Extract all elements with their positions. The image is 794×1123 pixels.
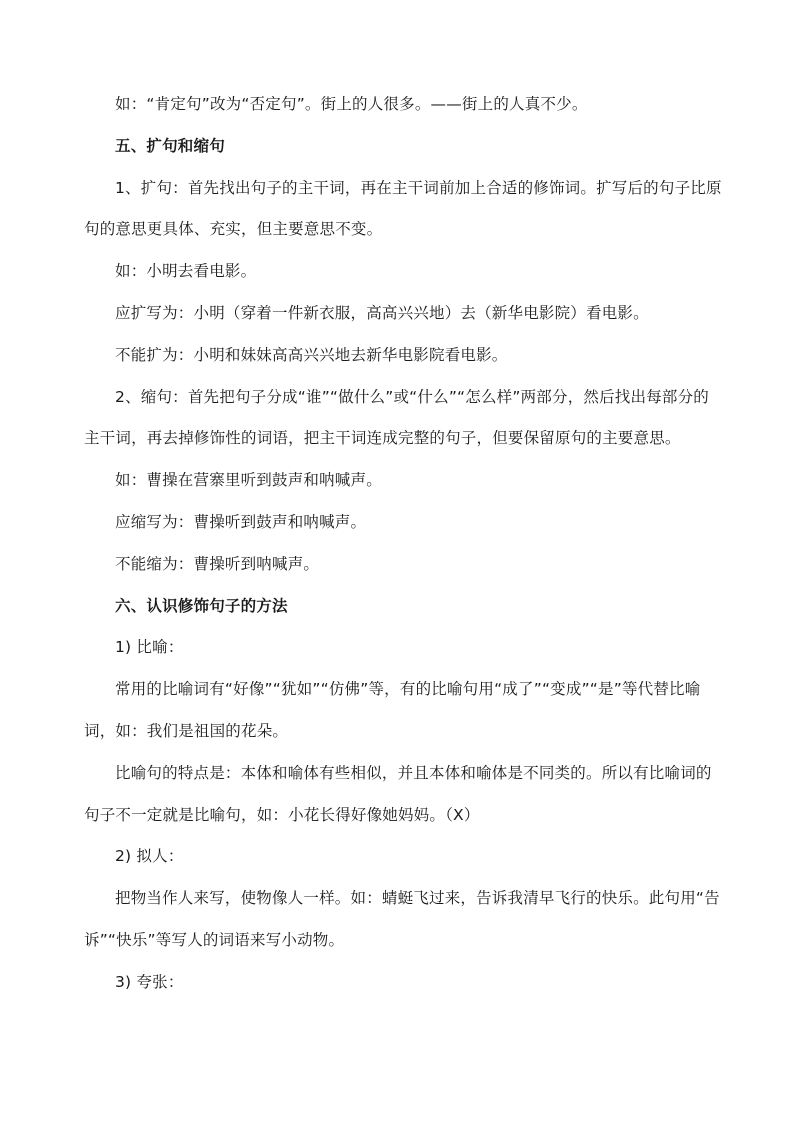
subheading-personification: 2) 拟人： <box>115 847 184 866</box>
paragraph-shorten-sentence: 2、缩句：首先把句子分成“谁”“做什么”或“什么”“怎么样”两部分，然后找出每部分的主干词，再去掉修饰性的词语，把主干词连成完整的句子，但要保留原句的主要意思。 <box>84 387 710 448</box>
paragraph-expand-sentence: 1、扩句：首先找出句子的主干词，再在主干词前加上合适的修饰词。扩写后的句子比原句的意思更具体、充实，但主要意思不变。 <box>84 178 722 239</box>
example-line: 不能缩为：曹操听到呐喊声。 <box>115 554 320 573</box>
example-line: 应扩写为：小明（穿着一件新衣服，高高兴兴地）去（新华电影院）看电影。 <box>115 303 649 322</box>
section-heading-5: 五、扩句和缩句 <box>115 136 225 155</box>
document-body <box>84 84 724 1004</box>
example-line: 不能扩为：小明和妹妹高高兴兴地去新华电影院看电影。 <box>115 345 508 364</box>
paragraph-metaphor-features: 比喻句的特点是：本体和喻体有些相似，并且本体和喻体是不同类的。所以有比喻词的句子不一定就是比喻句，如：小花长得好像她妈妈。（X） <box>84 763 712 824</box>
subheading-metaphor: 1) 比喻： <box>115 638 184 657</box>
example-line: 应缩写为：曹操听到鼓声和呐喊声。 <box>115 512 367 531</box>
subheading-exaggeration: 3) 夸张： <box>115 972 184 991</box>
example-line: 如：“肯定句”改为“否定句”。街上的人很多。——街上的人真不少。 <box>115 95 588 113</box>
paragraph-metaphor-words: 常用的比喻词有“好像”“犹如”“仿佛”等，有的比喻句用“成了”“变成”“是”等代替比喻词，如：我们是祖国的花朵。 <box>84 680 701 740</box>
section-heading-6: 六、认识修饰句子的方法 <box>115 596 288 615</box>
example-line: 如：曹操在营寨里听到鼓声和呐喊声。 <box>115 471 382 490</box>
paragraph-personification: 把物当作人来写，使物像人一样。如：蜻蜓飞过来，告诉我清早飞行的快乐。此句用“告诉”“快乐”等写人的词语来写小动物。 <box>84 889 720 949</box>
example-line: 如：小明去看电影。 <box>115 262 257 281</box>
